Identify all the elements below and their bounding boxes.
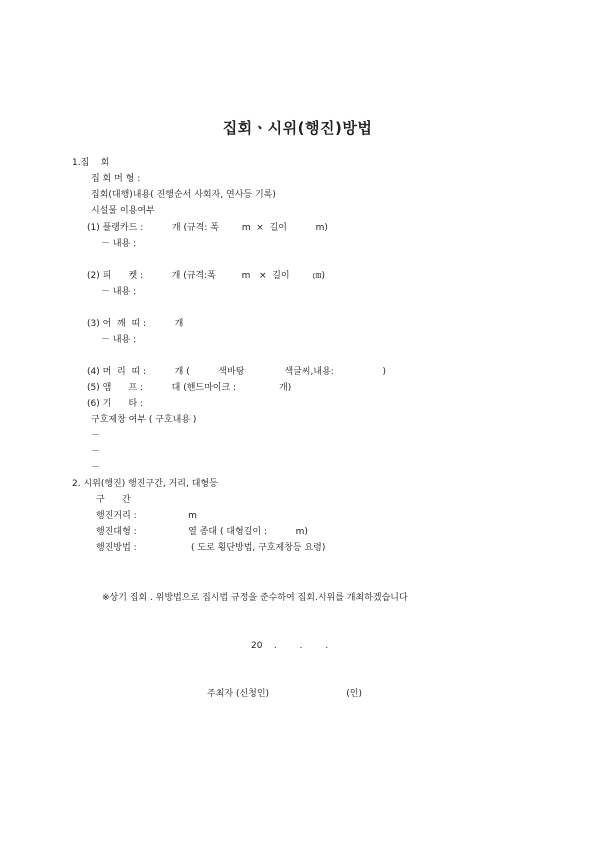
assembly-content-label: 집회(대행)내용( 진행순서 사회자, 연사등 기록): [91, 190, 276, 200]
placard-content-line: － 내용 :: [101, 239, 137, 249]
amplifier-line: (5) 앰 프 : 대 (핸드마이크 : 개): [87, 383, 292, 393]
document-title: 집회ㆍ시위(행진)방법: [222, 119, 373, 137]
date-line: 20 . . .: [251, 641, 329, 651]
dash-line: －: [91, 463, 101, 473]
dash-line: －: [91, 447, 101, 457]
other-line: (6) 기 타 :: [87, 399, 144, 409]
dash-line: －: [91, 431, 101, 441]
headband-line: (4) 머 리 띠 : 개 ( 색바탕 색글씨,내용: ): [87, 367, 386, 377]
section2-heading: 2. 시위(행진) 행진구간, 거리, 대형등: [72, 479, 218, 489]
signature-line: 주최자 (신청인) (인): [207, 689, 363, 699]
picket-content-line: － 내용 :: [101, 287, 137, 297]
march-formation-line: 행진대형 : 열 종대 ( 대형길이 : m): [96, 527, 308, 537]
section1-heading: 1.집 회: [72, 158, 110, 168]
crowd-shape-label: 집 회 머 형 :: [91, 174, 141, 184]
interval-label: 구 간: [96, 495, 131, 505]
facilities-label: 시설물 이용여부: [91, 206, 155, 216]
chant-line: 구호제창 여부 ( 구호내용 ): [91, 415, 197, 425]
march-method-line: 행진방법 : ( 도로 횡단방법, 구호제창등 요령): [96, 543, 326, 553]
picket-line: (2) 피 켓 : 개 (규격:폭 m × 길이 ㎝): [87, 271, 325, 281]
shoulder-sash-content-line: － 내용 :: [101, 335, 137, 345]
shoulder-sash-line: (3) 어 깨 띠 : 개: [87, 319, 184, 329]
march-distance-line: 행진거리 : m: [96, 511, 197, 521]
pledge-statement: ※상기 집회 . 위방법으로 집시법 규정을 준수하여 집회.시위를 개최하겠습니다: [102, 593, 408, 603]
placard-line: (1) 플랭카드 : 개 (규격: 폭 m × 길이 m): [87, 223, 328, 233]
